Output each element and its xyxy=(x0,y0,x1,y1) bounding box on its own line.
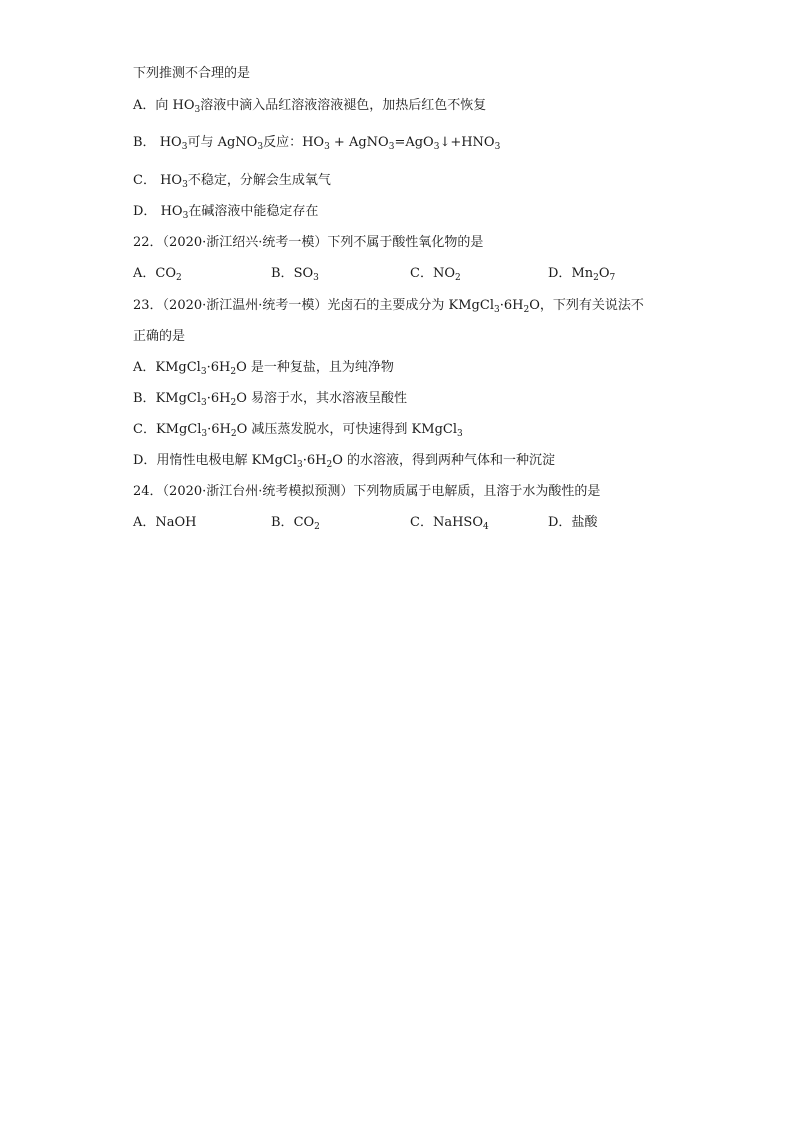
q21-option-c xyxy=(133,173,331,189)
q21-stem-text: 下列推测不合理的是 xyxy=(133,66,251,81)
option-text: HO xyxy=(155,173,183,188)
option-text: ·6H xyxy=(302,453,327,468)
subscript: 3 xyxy=(493,305,500,315)
question-stem-text: ·6H xyxy=(499,298,524,313)
option-label: B． xyxy=(133,391,156,406)
option-label: D． xyxy=(548,515,572,530)
option-text: CO xyxy=(155,266,176,281)
option-text: =AgO xyxy=(394,135,434,150)
question-stem-text: O，下列有关说法不 xyxy=(529,298,644,313)
option-text: CO xyxy=(293,515,315,530)
subscript: 3 xyxy=(182,211,189,221)
option-text: ·6H xyxy=(206,391,231,406)
option-text: ·6H xyxy=(206,360,231,375)
subscript: 3 xyxy=(494,142,501,152)
option-label: C． xyxy=(410,266,433,281)
question-stem-text: 22．（2020·浙江绍兴·统考一模）下列不属于酸性氧化物的是 xyxy=(133,235,484,250)
q23-stem-line1 xyxy=(133,298,644,314)
q23-stem-line2 xyxy=(133,329,185,345)
option-text: 在碱溶液中能稳定存在 xyxy=(188,204,319,219)
subscript: 3 xyxy=(297,460,303,470)
option-text: KMgCl xyxy=(155,391,202,406)
q22-option-b xyxy=(271,266,319,282)
subscript: 2 xyxy=(314,522,320,532)
q22-stem xyxy=(133,235,483,251)
option-text: 可与 AgNO xyxy=(187,135,258,150)
option-label: A． xyxy=(133,266,156,281)
q23-option-a xyxy=(133,360,394,376)
subscript: 3 xyxy=(194,105,201,115)
q22-option-a xyxy=(133,266,182,282)
subscript: 3 xyxy=(201,429,208,439)
q23-option-d xyxy=(133,453,555,469)
option-text: KMgCl xyxy=(155,360,201,375)
q24-option-c xyxy=(410,515,489,531)
q23-option-b xyxy=(133,391,407,407)
option-text: HO xyxy=(156,204,183,219)
option-text: 向 HO xyxy=(155,98,195,113)
q21-stem-tail xyxy=(133,66,250,82)
subscript: 7 xyxy=(609,273,616,283)
option-label: D． xyxy=(548,266,572,281)
option-label: C． xyxy=(133,173,156,188)
option-text: SO xyxy=(293,266,314,281)
question-stem-text: 正确的是 xyxy=(133,329,186,344)
subscript: 3 xyxy=(388,142,395,152)
option-label: C． xyxy=(133,422,156,437)
option-text: 盐酸 xyxy=(571,515,598,530)
option-text: ↓+HNO xyxy=(439,135,495,150)
option-text: + AgNO xyxy=(329,135,389,150)
q24-option-d xyxy=(548,515,597,531)
option-label: C． xyxy=(410,515,433,530)
subscript: 3 xyxy=(182,180,188,190)
q21-option-b xyxy=(133,135,500,151)
subscript: 2 xyxy=(326,460,333,470)
subscript: 2 xyxy=(455,273,461,283)
option-text: Mn xyxy=(571,266,594,281)
option-text: 用惰性电极电解 KMgCl xyxy=(156,453,298,468)
option-text: ·6H xyxy=(207,422,231,437)
option-text: 不稳定，分解会生成氧气 xyxy=(187,173,331,188)
option-text: O 易溶于水，其水溶液呈酸性 xyxy=(236,391,408,406)
option-text: HO xyxy=(155,135,182,150)
subscript: 3 xyxy=(201,398,207,408)
option-label: A． xyxy=(133,98,156,113)
option-text: NO xyxy=(432,266,455,281)
option-text: NaOH xyxy=(155,515,197,530)
q22-options-row xyxy=(133,266,733,282)
q24-stem xyxy=(133,484,600,500)
q24-option-b xyxy=(271,515,320,531)
q22-option-c xyxy=(410,266,461,282)
q22-option-d xyxy=(548,266,615,282)
q21-option-a xyxy=(133,98,486,114)
option-label: A． xyxy=(133,360,156,375)
option-text: KMgCl xyxy=(155,422,202,437)
subscript: 3 xyxy=(200,367,207,377)
option-text: O 是一种复盐，且为纯净物 xyxy=(236,360,394,375)
option-label: B． xyxy=(271,515,294,530)
subscript: 2 xyxy=(230,398,237,408)
question-stem-text: 24．（2020·浙江台州·统考模拟预测）下列物质属于电解质，且溶于水为酸性的是 xyxy=(133,484,601,499)
subscript: 3 xyxy=(457,429,463,439)
subscript: 3 xyxy=(257,142,264,152)
subscript: 3 xyxy=(433,142,440,152)
option-label: D． xyxy=(133,204,157,219)
option-text: 反应：HO xyxy=(263,135,325,150)
option-text: O 的水溶液，得到两种气体和一种沉淀 xyxy=(332,453,556,468)
subscript: 3 xyxy=(313,273,319,283)
option-label: B． xyxy=(271,266,294,281)
option-label: A． xyxy=(133,515,156,530)
q21-option-d xyxy=(133,204,318,220)
option-text: O xyxy=(598,266,610,281)
option-label: B． xyxy=(133,135,156,150)
subscript: 3 xyxy=(181,142,188,152)
subscript: 4 xyxy=(482,522,489,532)
question-stem-text: 23．（2020·浙江温州·统考一模）光卤石的主要成分为 KMgCl xyxy=(133,298,494,313)
option-text: O 减压蒸发脱水，可快速得到 KMgCl xyxy=(236,422,457,437)
option-label: D． xyxy=(133,453,157,468)
subscript: 2 xyxy=(230,429,237,439)
q24-options-row xyxy=(133,515,733,531)
subscript: 2 xyxy=(593,273,599,283)
option-text: 溶液中滴入品红溶液溶液褪色，加热后红色不恢复 xyxy=(200,98,487,113)
q24-option-a xyxy=(133,515,197,531)
subscript: 2 xyxy=(230,367,237,377)
subscript: 3 xyxy=(324,142,330,152)
subscript: 2 xyxy=(176,273,182,283)
q23-option-c xyxy=(133,422,463,438)
subscript: 2 xyxy=(523,305,530,315)
option-text: NaHSO xyxy=(432,515,483,530)
